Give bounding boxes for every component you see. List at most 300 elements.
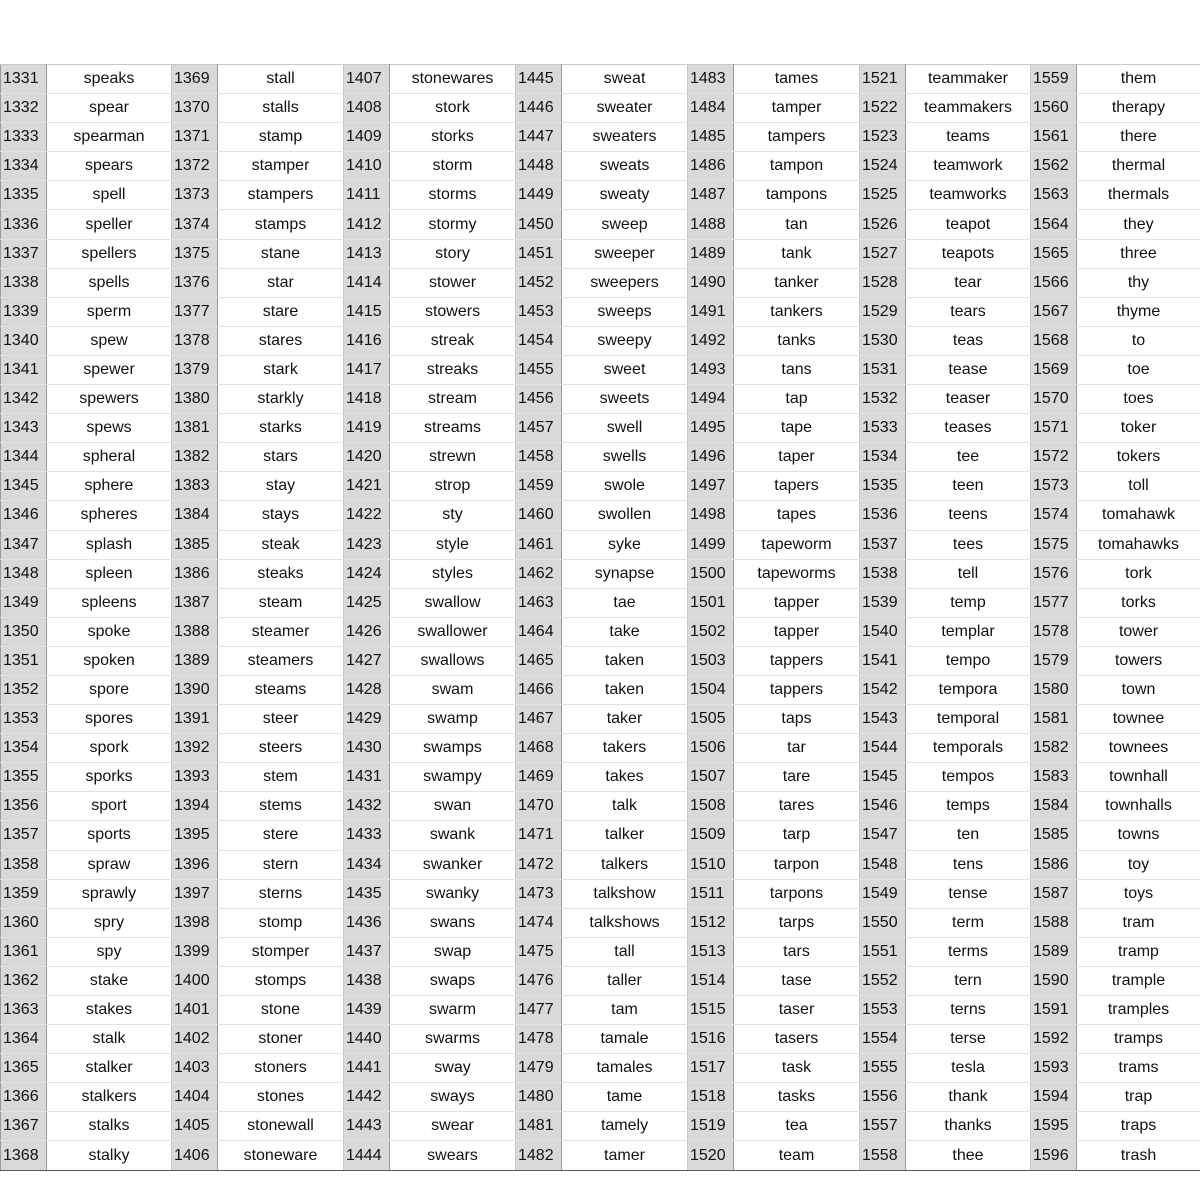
- row-number-cell[interactable]: 1337: [1, 239, 47, 268]
- word-cell[interactable]: swam: [390, 675, 516, 704]
- row-number-cell[interactable]: 1575: [1031, 530, 1077, 559]
- word-cell[interactable]: teamworks: [906, 181, 1031, 210]
- word-cell[interactable]: tampers: [734, 123, 860, 152]
- word-cell[interactable]: spleen: [47, 559, 172, 588]
- word-cell[interactable]: stalker: [47, 1054, 172, 1083]
- word-cell[interactable]: stem: [218, 763, 344, 792]
- word-cell[interactable]: tee: [906, 443, 1031, 472]
- word-cell[interactable]: swollen: [562, 501, 688, 530]
- row-number-cell[interactable]: 1343: [1, 414, 47, 443]
- word-cell[interactable]: sweaters: [562, 123, 688, 152]
- word-cell[interactable]: teens: [906, 501, 1031, 530]
- row-number-cell[interactable]: 1347: [1, 530, 47, 559]
- row-number-cell[interactable]: 1513: [688, 937, 734, 966]
- word-cell[interactable]: task: [734, 1054, 860, 1083]
- row-number-cell[interactable]: 1536: [860, 501, 906, 530]
- row-number-cell[interactable]: 1441: [344, 1054, 390, 1083]
- row-number-cell[interactable]: 1362: [1, 966, 47, 995]
- word-cell[interactable]: sphere: [47, 472, 172, 501]
- word-cell[interactable]: tanker: [734, 268, 860, 297]
- word-cell[interactable]: tamale: [562, 1025, 688, 1054]
- word-cell[interactable]: swap: [390, 937, 516, 966]
- word-cell[interactable]: teammaker: [906, 65, 1031, 94]
- row-number-cell[interactable]: 1526: [860, 210, 906, 239]
- row-number-cell[interactable]: 1385: [172, 530, 218, 559]
- row-number-cell[interactable]: 1449: [516, 181, 562, 210]
- row-number-cell[interactable]: 1565: [1031, 239, 1077, 268]
- word-cell[interactable]: swears: [390, 1141, 516, 1170]
- row-number-cell[interactable]: 1466: [516, 675, 562, 704]
- row-number-cell[interactable]: 1508: [688, 792, 734, 821]
- row-number-cell[interactable]: 1595: [1031, 1112, 1077, 1141]
- word-cell[interactable]: towns: [1077, 821, 1200, 850]
- row-number-cell[interactable]: 1479: [516, 1054, 562, 1083]
- word-cell[interactable]: teams: [906, 123, 1031, 152]
- row-number-cell[interactable]: 1509: [688, 821, 734, 850]
- row-number-cell[interactable]: 1515: [688, 996, 734, 1025]
- row-number-cell[interactable]: 1332: [1, 94, 47, 123]
- row-number-cell[interactable]: 1506: [688, 734, 734, 763]
- word-cell[interactable]: taken: [562, 646, 688, 675]
- word-cell[interactable]: thanks: [906, 1112, 1031, 1141]
- word-cell[interactable]: thyme: [1077, 297, 1200, 326]
- row-number-cell[interactable]: 1335: [1, 181, 47, 210]
- row-number-cell[interactable]: 1537: [860, 530, 906, 559]
- word-cell[interactable]: strewn: [390, 443, 516, 472]
- word-cell[interactable]: town: [1077, 675, 1200, 704]
- word-cell[interactable]: tae: [562, 588, 688, 617]
- word-cell[interactable]: swan: [390, 792, 516, 821]
- word-cell[interactable]: swell: [562, 414, 688, 443]
- row-number-cell[interactable]: 1524: [860, 152, 906, 181]
- row-number-cell[interactable]: 1475: [516, 937, 562, 966]
- word-cell[interactable]: stomps: [218, 966, 344, 995]
- word-cell[interactable]: swole: [562, 472, 688, 501]
- word-cell[interactable]: terms: [906, 937, 1031, 966]
- row-number-cell[interactable]: 1386: [172, 559, 218, 588]
- row-number-cell[interactable]: 1351: [1, 646, 47, 675]
- word-cell[interactable]: steamer: [218, 617, 344, 646]
- row-number-cell[interactable]: 1333: [1, 123, 47, 152]
- word-cell[interactable]: swarm: [390, 996, 516, 1025]
- row-number-cell[interactable]: 1540: [860, 617, 906, 646]
- word-cell[interactable]: tares: [734, 792, 860, 821]
- word-cell[interactable]: trap: [1077, 1083, 1200, 1112]
- word-cell[interactable]: stoners: [218, 1054, 344, 1083]
- row-number-cell[interactable]: 1378: [172, 326, 218, 355]
- word-cell[interactable]: tappers: [734, 675, 860, 704]
- row-number-cell[interactable]: 1402: [172, 1025, 218, 1054]
- row-number-cell[interactable]: 1442: [344, 1083, 390, 1112]
- word-cell[interactable]: streak: [390, 326, 516, 355]
- word-cell[interactable]: stall: [218, 65, 344, 94]
- row-number-cell[interactable]: 1403: [172, 1054, 218, 1083]
- row-number-cell[interactable]: 1340: [1, 326, 47, 355]
- word-cell[interactable]: stamp: [218, 123, 344, 152]
- word-cell[interactable]: spews: [47, 414, 172, 443]
- word-cell[interactable]: therapy: [1077, 94, 1200, 123]
- row-number-cell[interactable]: 1584: [1031, 792, 1077, 821]
- row-number-cell[interactable]: 1417: [344, 355, 390, 384]
- word-cell[interactable]: spells: [47, 268, 172, 297]
- word-cell[interactable]: trash: [1077, 1141, 1200, 1170]
- row-number-cell[interactable]: 1364: [1, 1025, 47, 1054]
- row-number-cell[interactable]: 1458: [516, 443, 562, 472]
- word-cell[interactable]: stay: [218, 472, 344, 501]
- word-cell[interactable]: sweeps: [562, 297, 688, 326]
- word-cell[interactable]: spew: [47, 326, 172, 355]
- word-cell[interactable]: thermals: [1077, 181, 1200, 210]
- word-cell[interactable]: speaks: [47, 65, 172, 94]
- row-number-cell[interactable]: 1567: [1031, 297, 1077, 326]
- word-cell[interactable]: sweepy: [562, 326, 688, 355]
- word-cell[interactable]: stalky: [47, 1141, 172, 1170]
- row-number-cell[interactable]: 1453: [516, 297, 562, 326]
- row-number-cell[interactable]: 1482: [516, 1141, 562, 1170]
- row-number-cell[interactable]: 1379: [172, 355, 218, 384]
- row-number-cell[interactable]: 1392: [172, 734, 218, 763]
- row-number-cell[interactable]: 1484: [688, 94, 734, 123]
- word-cell[interactable]: splash: [47, 530, 172, 559]
- word-cell[interactable]: toes: [1077, 385, 1200, 414]
- row-number-cell[interactable]: 1411: [344, 181, 390, 210]
- row-number-cell[interactable]: 1547: [860, 821, 906, 850]
- word-cell[interactable]: teases: [906, 414, 1031, 443]
- word-cell[interactable]: stowers: [390, 297, 516, 326]
- word-cell[interactable]: taps: [734, 705, 860, 734]
- row-number-cell[interactable]: 1422: [344, 501, 390, 530]
- row-number-cell[interactable]: 1369: [172, 65, 218, 94]
- word-cell[interactable]: tasks: [734, 1083, 860, 1112]
- word-cell[interactable]: sweaty: [562, 181, 688, 210]
- row-number-cell[interactable]: 1546: [860, 792, 906, 821]
- row-number-cell[interactable]: 1414: [344, 268, 390, 297]
- row-number-cell[interactable]: 1592: [1031, 1025, 1077, 1054]
- word-cell[interactable]: stone: [218, 996, 344, 1025]
- row-number-cell[interactable]: 1390: [172, 675, 218, 704]
- word-cell[interactable]: style: [390, 530, 516, 559]
- word-cell[interactable]: tempora: [906, 675, 1031, 704]
- word-cell[interactable]: tasers: [734, 1025, 860, 1054]
- row-number-cell[interactable]: 1446: [516, 94, 562, 123]
- row-number-cell[interactable]: 1529: [860, 297, 906, 326]
- word-cell[interactable]: tapper: [734, 588, 860, 617]
- word-cell[interactable]: take: [562, 617, 688, 646]
- word-cell[interactable]: stare: [218, 297, 344, 326]
- row-number-cell[interactable]: 1361: [1, 937, 47, 966]
- row-number-cell[interactable]: 1461: [516, 530, 562, 559]
- row-number-cell[interactable]: 1376: [172, 268, 218, 297]
- row-number-cell[interactable]: 1384: [172, 501, 218, 530]
- word-cell[interactable]: trample: [1077, 966, 1200, 995]
- row-number-cell[interactable]: 1580: [1031, 675, 1077, 704]
- word-cell[interactable]: talk: [562, 792, 688, 821]
- row-number-cell[interactable]: 1570: [1031, 385, 1077, 414]
- row-number-cell[interactable]: 1342: [1, 385, 47, 414]
- row-number-cell[interactable]: 1511: [688, 879, 734, 908]
- row-number-cell[interactable]: 1517: [688, 1054, 734, 1083]
- word-cell[interactable]: strop: [390, 472, 516, 501]
- row-number-cell[interactable]: 1388: [172, 617, 218, 646]
- row-number-cell[interactable]: 1588: [1031, 908, 1077, 937]
- row-number-cell[interactable]: 1496: [688, 443, 734, 472]
- word-cell[interactable]: stream: [390, 385, 516, 414]
- word-cell[interactable]: taser: [734, 996, 860, 1025]
- word-cell[interactable]: tower: [1077, 617, 1200, 646]
- word-cell[interactable]: stalls: [218, 94, 344, 123]
- row-number-cell[interactable]: 1589: [1031, 937, 1077, 966]
- row-number-cell[interactable]: 1532: [860, 385, 906, 414]
- row-number-cell[interactable]: 1522: [860, 94, 906, 123]
- row-number-cell[interactable]: 1594: [1031, 1083, 1077, 1112]
- row-number-cell[interactable]: 1545: [860, 763, 906, 792]
- row-number-cell[interactable]: 1406: [172, 1141, 218, 1170]
- word-cell[interactable]: traps: [1077, 1112, 1200, 1141]
- row-number-cell[interactable]: 1465: [516, 646, 562, 675]
- row-number-cell[interactable]: 1528: [860, 268, 906, 297]
- word-cell[interactable]: stane: [218, 239, 344, 268]
- row-number-cell[interactable]: 1344: [1, 443, 47, 472]
- word-cell[interactable]: tarpon: [734, 850, 860, 879]
- row-number-cell[interactable]: 1400: [172, 966, 218, 995]
- word-cell[interactable]: stones: [218, 1083, 344, 1112]
- row-number-cell[interactable]: 1583: [1031, 763, 1077, 792]
- word-cell[interactable]: story: [390, 239, 516, 268]
- word-cell[interactable]: sty: [390, 501, 516, 530]
- row-number-cell[interactable]: 1548: [860, 850, 906, 879]
- row-number-cell[interactable]: 1577: [1031, 588, 1077, 617]
- row-number-cell[interactable]: 1556: [860, 1083, 906, 1112]
- word-cell[interactable]: sway: [390, 1054, 516, 1083]
- row-number-cell[interactable]: 1396: [172, 850, 218, 879]
- row-number-cell[interactable]: 1564: [1031, 210, 1077, 239]
- word-cell[interactable]: tempos: [906, 763, 1031, 792]
- word-cell[interactable]: sport: [47, 792, 172, 821]
- row-number-cell[interactable]: 1549: [860, 879, 906, 908]
- word-cell[interactable]: stalkers: [47, 1083, 172, 1112]
- row-number-cell[interactable]: 1360: [1, 908, 47, 937]
- word-cell[interactable]: sporks: [47, 763, 172, 792]
- word-cell[interactable]: teammakers: [906, 94, 1031, 123]
- row-number-cell[interactable]: 1367: [1, 1112, 47, 1141]
- row-number-cell[interactable]: 1372: [172, 152, 218, 181]
- word-cell[interactable]: tappers: [734, 646, 860, 675]
- word-cell[interactable]: talker: [562, 821, 688, 850]
- row-number-cell[interactable]: 1557: [860, 1112, 906, 1141]
- row-number-cell[interactable]: 1383: [172, 472, 218, 501]
- row-number-cell[interactable]: 1436: [344, 908, 390, 937]
- row-number-cell[interactable]: 1568: [1031, 326, 1077, 355]
- row-number-cell[interactable]: 1450: [516, 210, 562, 239]
- word-cell[interactable]: three: [1077, 239, 1200, 268]
- word-cell[interactable]: stems: [218, 792, 344, 821]
- row-number-cell[interactable]: 1572: [1031, 443, 1077, 472]
- word-cell[interactable]: sweets: [562, 385, 688, 414]
- word-cell[interactable]: there: [1077, 123, 1200, 152]
- word-cell[interactable]: sperm: [47, 297, 172, 326]
- word-cell[interactable]: steams: [218, 675, 344, 704]
- row-number-cell[interactable]: 1413: [344, 239, 390, 268]
- row-number-cell[interactable]: 1365: [1, 1054, 47, 1083]
- word-cell[interactable]: sweepers: [562, 268, 688, 297]
- row-number-cell[interactable]: 1416: [344, 326, 390, 355]
- row-number-cell[interactable]: 1543: [860, 705, 906, 734]
- word-cell[interactable]: stake: [47, 966, 172, 995]
- word-cell[interactable]: storms: [390, 181, 516, 210]
- word-cell[interactable]: tomahawk: [1077, 501, 1200, 530]
- row-number-cell[interactable]: 1562: [1031, 152, 1077, 181]
- word-cell[interactable]: stars: [218, 443, 344, 472]
- word-cell[interactable]: tamer: [562, 1141, 688, 1170]
- word-cell[interactable]: steer: [218, 705, 344, 734]
- word-cell[interactable]: swallow: [390, 588, 516, 617]
- row-number-cell[interactable]: 1373: [172, 181, 218, 210]
- row-number-cell[interactable]: 1395: [172, 821, 218, 850]
- row-number-cell[interactable]: 1525: [860, 181, 906, 210]
- row-number-cell[interactable]: 1391: [172, 705, 218, 734]
- row-number-cell[interactable]: 1426: [344, 617, 390, 646]
- word-cell[interactable]: tamper: [734, 94, 860, 123]
- word-cell[interactable]: toker: [1077, 414, 1200, 443]
- word-cell[interactable]: tanks: [734, 326, 860, 355]
- word-cell[interactable]: tomahawks: [1077, 530, 1200, 559]
- row-number-cell[interactable]: 1534: [860, 443, 906, 472]
- word-cell[interactable]: tap: [734, 385, 860, 414]
- row-number-cell[interactable]: 1490: [688, 268, 734, 297]
- word-cell[interactable]: stampers: [218, 181, 344, 210]
- word-cell[interactable]: swamps: [390, 734, 516, 763]
- row-number-cell[interactable]: 1478: [516, 1025, 562, 1054]
- word-cell[interactable]: spewers: [47, 385, 172, 414]
- row-number-cell[interactable]: 1535: [860, 472, 906, 501]
- row-number-cell[interactable]: 1512: [688, 908, 734, 937]
- word-cell[interactable]: stere: [218, 821, 344, 850]
- row-number-cell[interactable]: 1531: [860, 355, 906, 384]
- word-cell[interactable]: stomp: [218, 908, 344, 937]
- row-number-cell[interactable]: 1438: [344, 966, 390, 995]
- row-number-cell[interactable]: 1339: [1, 297, 47, 326]
- row-number-cell[interactable]: 1463: [516, 588, 562, 617]
- row-number-cell[interactable]: 1551: [860, 937, 906, 966]
- row-number-cell[interactable]: 1462: [516, 559, 562, 588]
- word-cell[interactable]: stamps: [218, 210, 344, 239]
- row-number-cell[interactable]: 1424: [344, 559, 390, 588]
- word-cell[interactable]: townhalls: [1077, 792, 1200, 821]
- word-cell[interactable]: swanky: [390, 879, 516, 908]
- row-number-cell[interactable]: 1510: [688, 850, 734, 879]
- word-cell[interactable]: taper: [734, 443, 860, 472]
- row-number-cell[interactable]: 1336: [1, 210, 47, 239]
- row-number-cell[interactable]: 1472: [516, 850, 562, 879]
- word-cell[interactable]: tears: [906, 297, 1031, 326]
- row-number-cell[interactable]: 1368: [1, 1141, 47, 1170]
- word-cell[interactable]: swaps: [390, 966, 516, 995]
- row-number-cell[interactable]: 1469: [516, 763, 562, 792]
- word-cell[interactable]: tape: [734, 414, 860, 443]
- row-number-cell[interactable]: 1555: [860, 1054, 906, 1083]
- word-cell[interactable]: tan: [734, 210, 860, 239]
- row-number-cell[interactable]: 1542: [860, 675, 906, 704]
- word-cell[interactable]: tesla: [906, 1054, 1031, 1083]
- row-number-cell[interactable]: 1410: [344, 152, 390, 181]
- row-number-cell[interactable]: 1486: [688, 152, 734, 181]
- row-number-cell[interactable]: 1471: [516, 821, 562, 850]
- word-cell[interactable]: temps: [906, 792, 1031, 821]
- row-number-cell[interactable]: 1501: [688, 588, 734, 617]
- word-cell[interactable]: steers: [218, 734, 344, 763]
- row-number-cell[interactable]: 1503: [688, 646, 734, 675]
- word-cell[interactable]: spork: [47, 734, 172, 763]
- row-number-cell[interactable]: 1393: [172, 763, 218, 792]
- word-cell[interactable]: tell: [906, 559, 1031, 588]
- row-number-cell[interactable]: 1444: [344, 1141, 390, 1170]
- row-number-cell[interactable]: 1596: [1031, 1141, 1077, 1170]
- row-number-cell[interactable]: 1430: [344, 734, 390, 763]
- row-number-cell[interactable]: 1408: [344, 94, 390, 123]
- word-cell[interactable]: spore: [47, 675, 172, 704]
- row-number-cell[interactable]: 1499: [688, 530, 734, 559]
- word-cell[interactable]: teapots: [906, 239, 1031, 268]
- word-cell[interactable]: stoner: [218, 1025, 344, 1054]
- row-number-cell[interactable]: 1518: [688, 1083, 734, 1112]
- row-number-cell[interactable]: 1578: [1031, 617, 1077, 646]
- word-cell[interactable]: tease: [906, 355, 1031, 384]
- word-cell[interactable]: tapeworm: [734, 530, 860, 559]
- row-number-cell[interactable]: 1477: [516, 996, 562, 1025]
- word-cell[interactable]: sweeper: [562, 239, 688, 268]
- row-number-cell[interactable]: 1437: [344, 937, 390, 966]
- row-number-cell[interactable]: 1504: [688, 675, 734, 704]
- word-cell[interactable]: tramps: [1077, 1025, 1200, 1054]
- word-cell[interactable]: tampon: [734, 152, 860, 181]
- row-number-cell[interactable]: 1574: [1031, 501, 1077, 530]
- row-number-cell[interactable]: 1371: [172, 123, 218, 152]
- row-number-cell[interactable]: 1412: [344, 210, 390, 239]
- row-number-cell[interactable]: 1454: [516, 326, 562, 355]
- row-number-cell[interactable]: 1493: [688, 355, 734, 384]
- row-number-cell[interactable]: 1489: [688, 239, 734, 268]
- word-cell[interactable]: swear: [390, 1112, 516, 1141]
- row-number-cell[interactable]: 1375: [172, 239, 218, 268]
- row-number-cell[interactable]: 1460: [516, 501, 562, 530]
- word-cell[interactable]: stamper: [218, 152, 344, 181]
- word-cell[interactable]: stonewares: [390, 65, 516, 94]
- row-number-cell[interactable]: 1561: [1031, 123, 1077, 152]
- row-number-cell[interactable]: 1387: [172, 588, 218, 617]
- word-cell[interactable]: tees: [906, 530, 1031, 559]
- row-number-cell[interactable]: 1354: [1, 734, 47, 763]
- row-number-cell[interactable]: 1338: [1, 268, 47, 297]
- word-cell[interactable]: they: [1077, 210, 1200, 239]
- row-number-cell[interactable]: 1470: [516, 792, 562, 821]
- row-number-cell[interactable]: 1381: [172, 414, 218, 443]
- row-number-cell[interactable]: 1494: [688, 385, 734, 414]
- row-number-cell[interactable]: 1457: [516, 414, 562, 443]
- word-cell[interactable]: temporal: [906, 705, 1031, 734]
- word-cell[interactable]: trams: [1077, 1054, 1200, 1083]
- row-number-cell[interactable]: 1433: [344, 821, 390, 850]
- word-cell[interactable]: teen: [906, 472, 1031, 501]
- word-cell[interactable]: thermal: [1077, 152, 1200, 181]
- word-cell[interactable]: tokers: [1077, 443, 1200, 472]
- row-number-cell[interactable]: 1507: [688, 763, 734, 792]
- word-cell[interactable]: taker: [562, 705, 688, 734]
- row-number-cell[interactable]: 1345: [1, 472, 47, 501]
- word-cell[interactable]: tempo: [906, 646, 1031, 675]
- word-cell[interactable]: swallower: [390, 617, 516, 646]
- row-number-cell[interactable]: 1569: [1031, 355, 1077, 384]
- word-cell[interactable]: sprawly: [47, 879, 172, 908]
